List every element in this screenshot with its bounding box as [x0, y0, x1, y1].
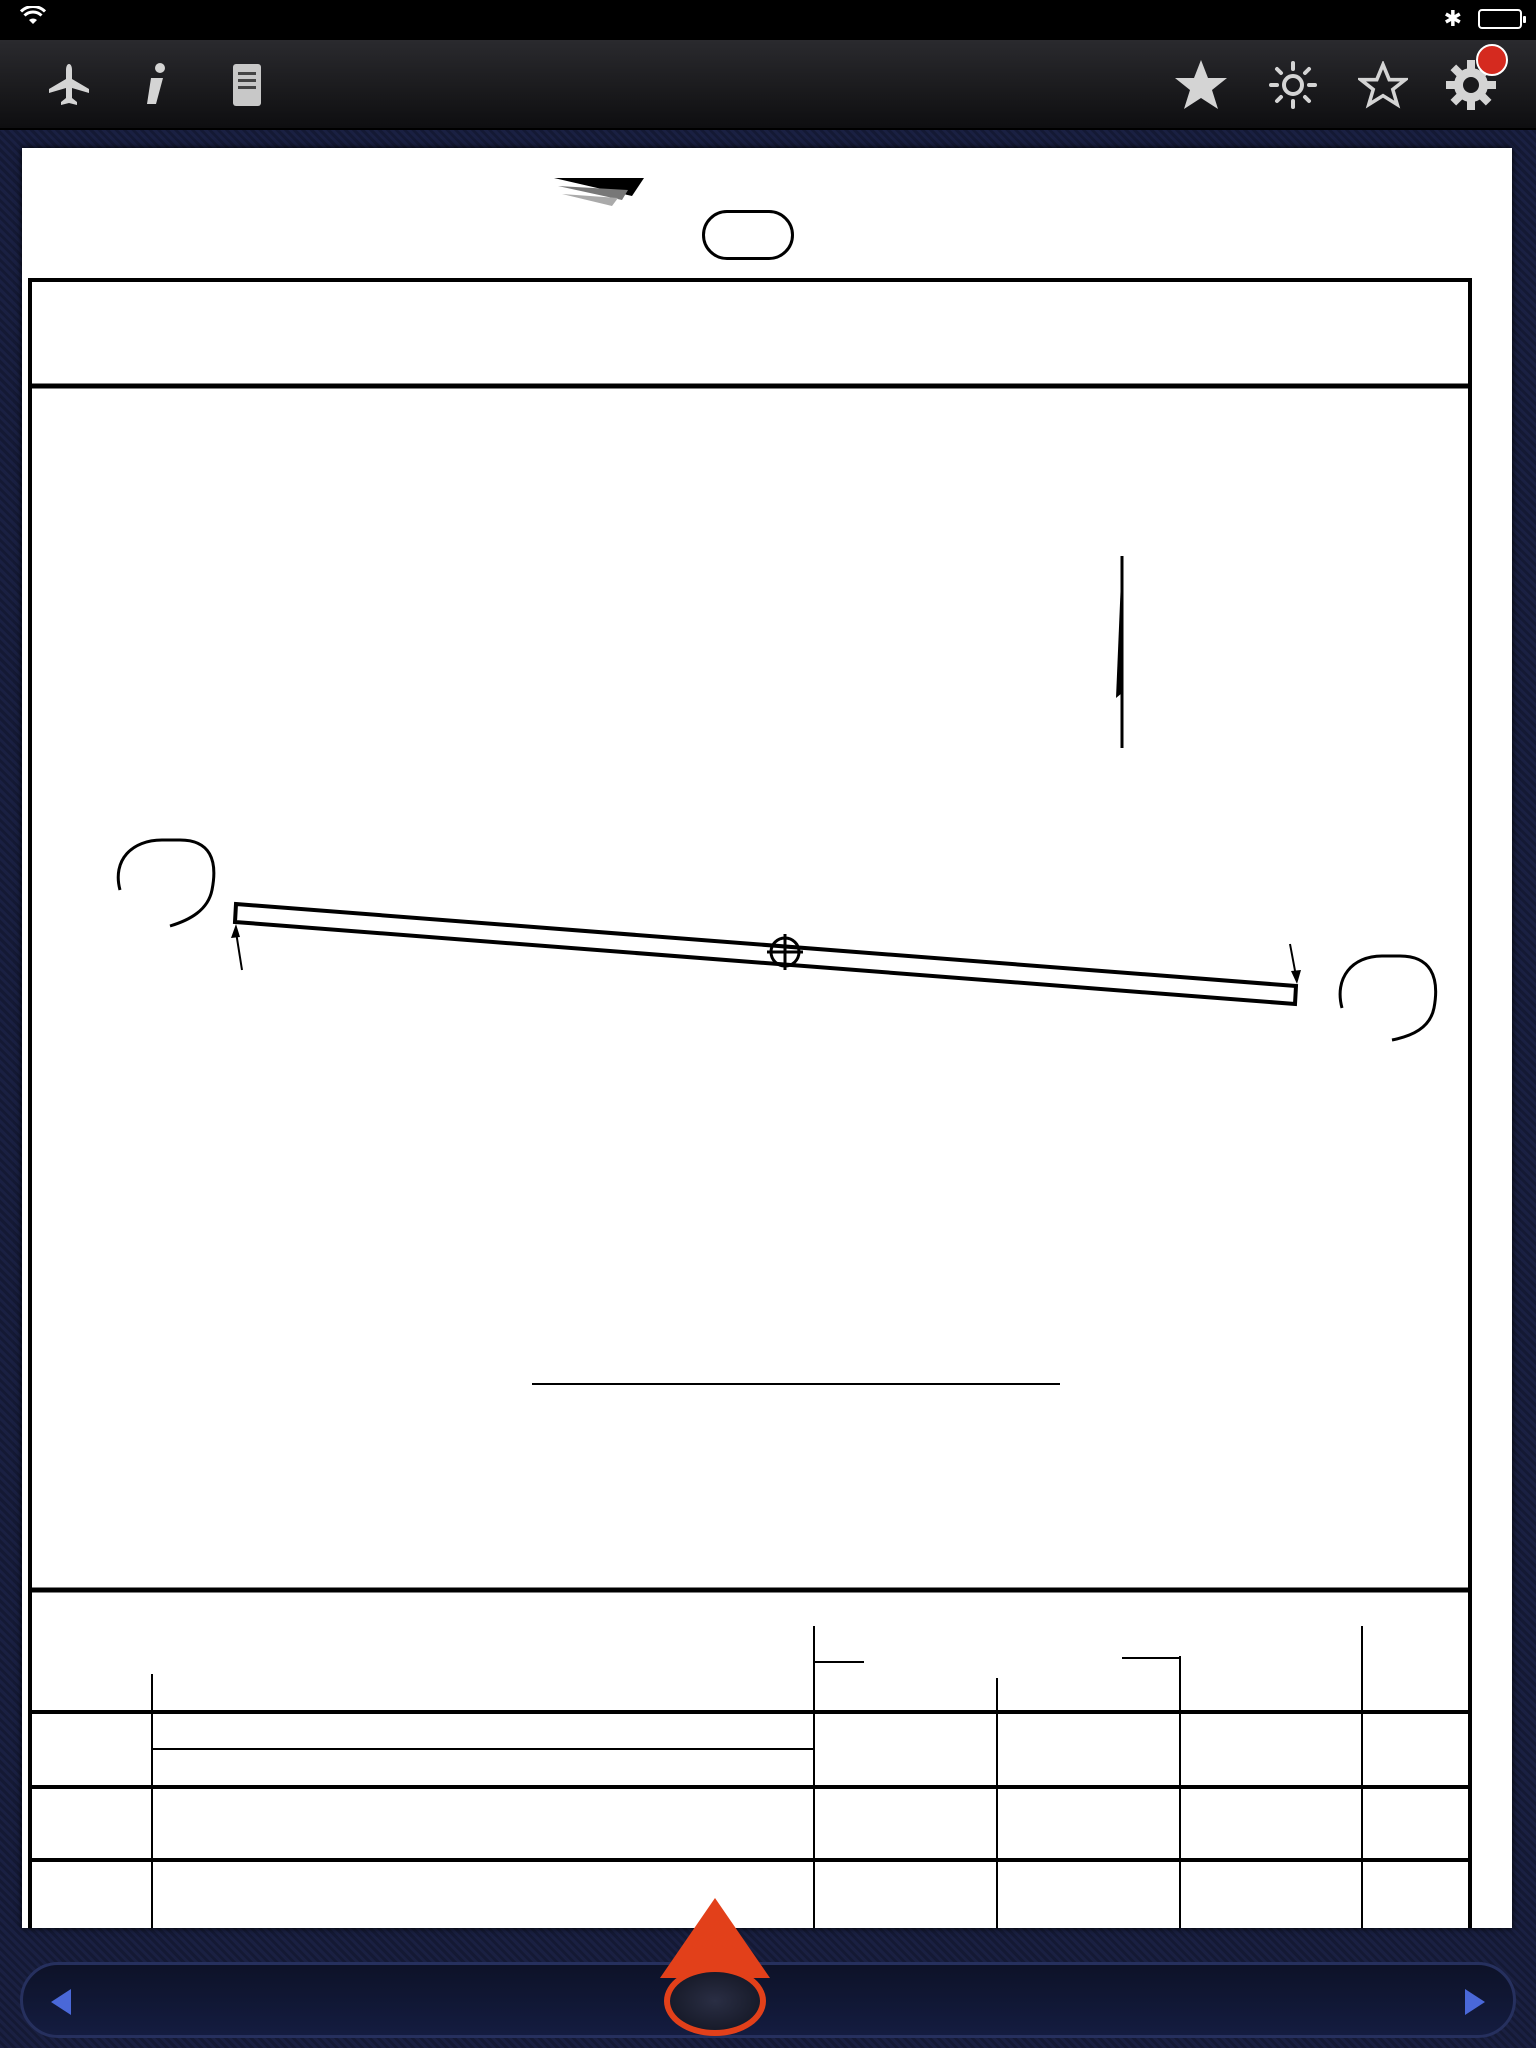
status-bar — [0, 0, 1536, 40]
prev-arrow-icon[interactable] — [51, 1989, 71, 2015]
north-arrow-icon — [1116, 556, 1122, 748]
airplane-icon[interactable] — [38, 54, 100, 116]
star-filled-icon[interactable] — [1170, 54, 1232, 116]
apt-tab-button[interactable] — [664, 1966, 766, 2036]
document-icon[interactable] — [216, 54, 278, 116]
battery-icon — [1478, 9, 1522, 29]
airport-diagram — [22, 148, 1512, 1928]
info-icon[interactable] — [124, 54, 186, 116]
rwy-east-label-box — [1340, 956, 1436, 1040]
elev-east-pointer — [1290, 944, 1301, 984]
toolbar — [0, 40, 1536, 130]
star-outline-icon[interactable] — [1352, 54, 1414, 116]
airport-chart[interactable] — [22, 148, 1512, 1928]
brightness-icon[interactable] — [1262, 54, 1324, 116]
notification-badge — [1476, 44, 1508, 76]
next-arrow-icon[interactable] — [1465, 1989, 1485, 2015]
bluetooth-icon: ✱ — [1443, 6, 1462, 31]
runway-info-table-grid — [30, 1626, 1470, 1928]
gear-icon[interactable] — [1440, 54, 1502, 116]
elev-west-pointer — [231, 924, 242, 970]
rwy-west-label-box — [118, 840, 214, 926]
runway — [235, 904, 1296, 1004]
wifi-icon — [20, 6, 46, 26]
